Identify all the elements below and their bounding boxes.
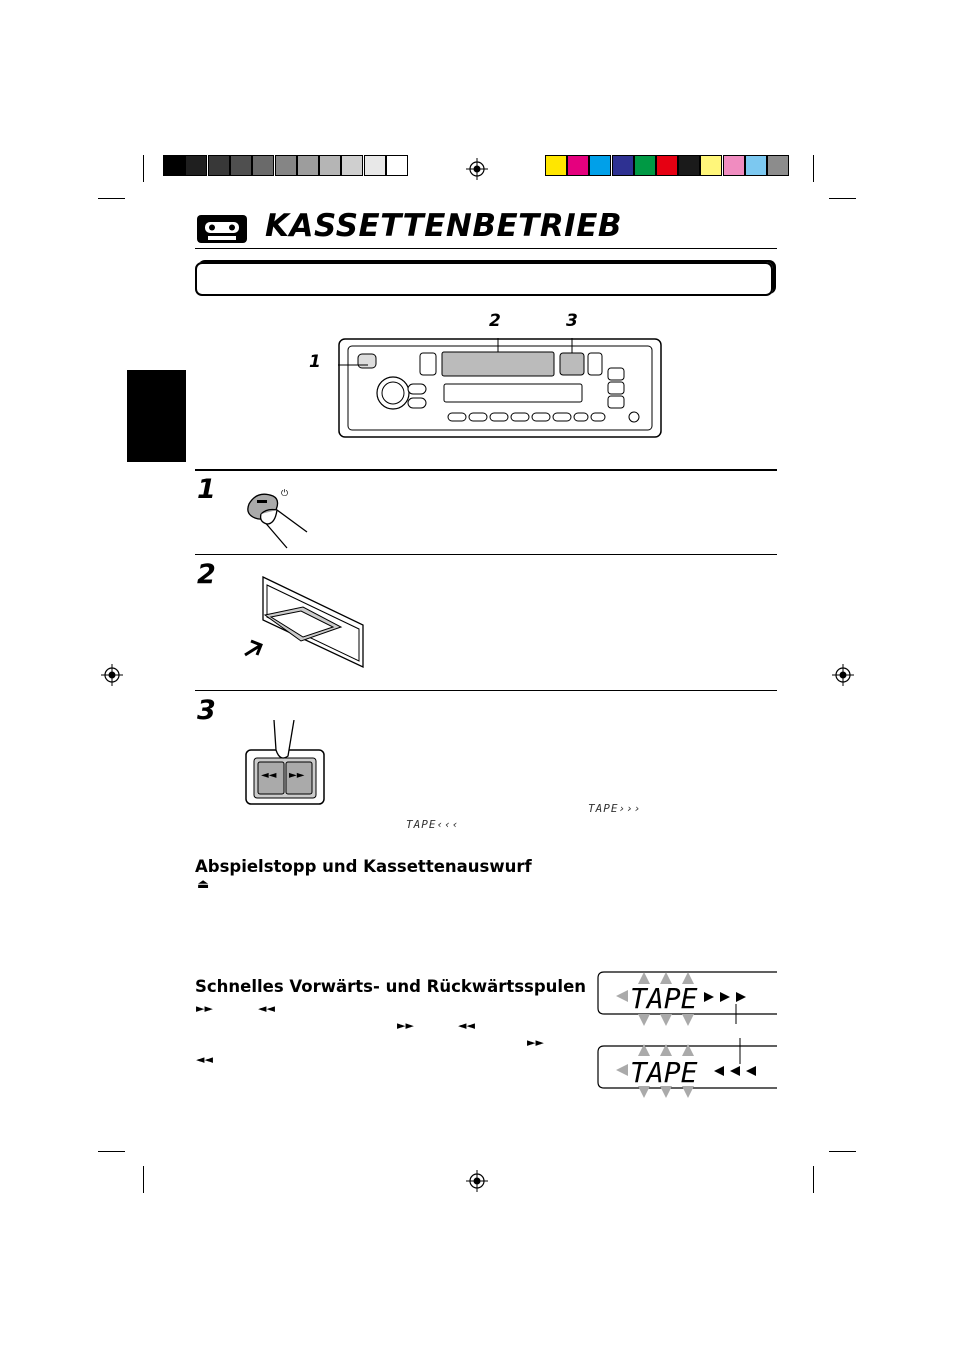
ff-icon: ►► (397, 1019, 414, 1032)
step-number-2: 2 (197, 559, 216, 590)
gray-swatch (386, 155, 408, 176)
display-rew-illustration (596, 1038, 778, 1100)
cassette-insert-illustration (243, 575, 368, 670)
svg-text:◄◄: ◄◄ (261, 770, 277, 781)
title-rule (195, 248, 777, 249)
svg-text:⏻: ⏻ (281, 489, 289, 499)
color-swatch (634, 155, 656, 176)
tape-ff-indicator: TAPE››› (588, 802, 642, 815)
figure-callout-3: 3 (566, 311, 578, 331)
gray-swatch (208, 155, 230, 176)
gray-swatch (230, 155, 252, 176)
registration-mark-bottom (466, 1170, 488, 1192)
gray-swatch (275, 155, 297, 176)
gray-swatch (364, 155, 386, 176)
finger-press-power-illustration (243, 482, 313, 552)
figure-callout-1: 1 (309, 352, 321, 372)
sidebar-tab (127, 370, 186, 462)
ffrew-heading: Schnelles Vorwärts- und Rückwärtsspulen (195, 977, 587, 996)
ff-icon: ►► (527, 1036, 544, 1049)
rew-icon: ◄◄ (458, 1019, 475, 1032)
gray-swatch (341, 155, 363, 176)
rew-icon: ◄◄ (196, 1053, 213, 1066)
step-divider (195, 554, 777, 555)
registration-mark-left (101, 664, 123, 686)
gray-swatch (185, 155, 207, 176)
crop-mark (143, 1166, 144, 1193)
eject-icon: ⏏ (197, 877, 210, 892)
stop-eject-heading: Abspielstopp und Kassettenauswurf (195, 857, 532, 876)
crop-mark (98, 198, 125, 199)
figure-callout-2: 2 (489, 311, 501, 331)
gray-swatch (252, 155, 274, 176)
color-swatch (656, 155, 678, 176)
section-header-box (195, 262, 773, 296)
stereo-panel-figure (338, 338, 662, 438)
step-number-1: 1 (197, 474, 216, 505)
color-swatch (545, 155, 567, 176)
page-title: KASSETTENBETRIEB (265, 208, 623, 244)
color-swatch (745, 155, 767, 176)
rew-icon: ◄◄ (258, 1002, 275, 1015)
crop-mark (829, 198, 856, 199)
step-divider (195, 469, 777, 471)
display-ff-text: TAPE (630, 982, 698, 1015)
step-number-3: 3 (197, 695, 216, 726)
ff-icon: ►► (196, 1002, 213, 1015)
crop-mark (813, 1166, 814, 1193)
color-swatch (767, 155, 789, 176)
ff-rew-button-press-illustration (244, 720, 326, 806)
cassette-icon (196, 214, 248, 244)
crop-mark (829, 1151, 856, 1152)
tape-rew-indicator: TAPE‹‹‹ (406, 818, 460, 831)
gray-swatch (297, 155, 319, 176)
crop-mark (813, 155, 814, 182)
gray-swatch (319, 155, 341, 176)
color-swatch (612, 155, 634, 176)
step-divider (195, 690, 777, 691)
color-swatch (567, 155, 589, 176)
gray-swatch (163, 155, 185, 176)
crop-mark (98, 1151, 125, 1152)
color-swatch (723, 155, 745, 176)
display-ff-illustration (596, 966, 778, 1028)
crop-mark (143, 155, 144, 182)
color-swatch (700, 155, 722, 176)
svg-text:►►: ►► (289, 770, 305, 781)
registration-mark-top (466, 158, 488, 180)
color-swatch (589, 155, 611, 176)
color-swatch (678, 155, 700, 176)
registration-mark-right (832, 664, 854, 686)
display-rew-text: TAPE (630, 1056, 698, 1089)
